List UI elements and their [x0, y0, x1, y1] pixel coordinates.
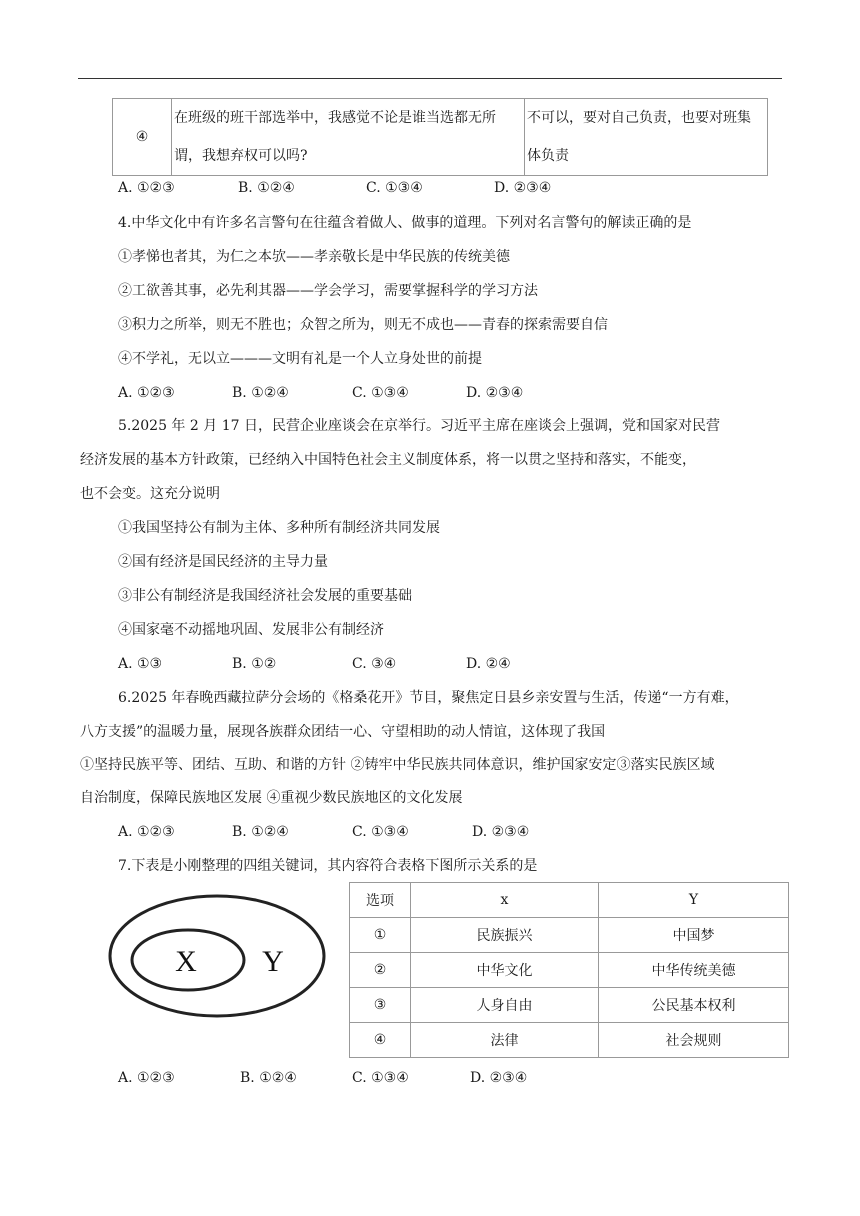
- q6-stem-line-1: 6.2025 年春晚西藏拉萨分会场的《格桑花开》节目，聚焦定日县乡亲安置与生活，传递“一方有难，: [118, 690, 739, 706]
- q7-table: [349, 882, 789, 1058]
- table-cell: ④: [350, 1023, 411, 1058]
- q4-option-c: C. ①③④: [352, 385, 409, 401]
- table-row: [350, 1023, 789, 1058]
- q6-option-c: C. ①③④: [352, 824, 409, 840]
- q3-option-b: B. ①②④: [238, 180, 295, 196]
- q4-option-a: A. ①②③: [118, 385, 175, 401]
- q6-stem-line-2: 八方支援”的温暖力量，展现各族群众团结一心、守望相助的动人情谊，这体现了我国: [80, 724, 606, 740]
- q3-option-c: C. ①③④: [366, 180, 423, 196]
- question-cell: 在班级的班干部选举中，我感觉不论是谁当选都无所 谓，我想弃权可以吗?: [172, 99, 525, 176]
- header-cell: Y: [599, 883, 789, 918]
- q7-option-c: C. ①③④: [352, 1070, 409, 1086]
- q6-option-b: B. ①②④: [232, 824, 289, 840]
- q7-option-b: B. ①②④: [240, 1070, 297, 1086]
- table-row: [350, 988, 789, 1023]
- table-cell: 法律: [411, 1023, 599, 1058]
- q6-stem-line-3: ①坚持民族平等、团结、互助、和谐的方针 ②铸牢中华民族共同体意识，维护国家安定③落实民族区域: [80, 757, 715, 773]
- q5-item-3: ③非公有制经济是我国经济社会发展的重要基础: [118, 588, 412, 604]
- q4-item-4: ④不学礼，无以立———文明有礼是一个人立身处世的前提: [118, 351, 482, 367]
- q4-item-2: ②工欲善其事，必先利其器——学会学习，需要掌握科学的学习方法: [118, 283, 538, 299]
- q6-option-d: D. ②③④: [472, 824, 530, 840]
- venn-diagram: [106, 892, 328, 1020]
- q5-option-d: D. ②④: [466, 656, 511, 672]
- q3-option-a: A. ①②③: [118, 180, 175, 196]
- q4-stem: 4.中华文化中有许多名言警句在往蕴含着做人、做事的道理。下列对名言警句的解读正确的是: [118, 215, 692, 231]
- q7-stem: 7.下表是小刚整理的四组关键词，其内容符合表格下图所示关系的是: [118, 858, 538, 874]
- table-row: [113, 99, 768, 176]
- q3-option-d: D. ②③④: [494, 180, 552, 196]
- row-number: ④: [113, 99, 172, 176]
- table-cell: 中华传统美德: [599, 953, 789, 988]
- q5-item-2: ②国有经济是国民经济的主导力量: [118, 554, 328, 570]
- table-cell: ②: [350, 953, 411, 988]
- venn-inner-label: X: [175, 945, 197, 978]
- header-rule: [78, 78, 782, 79]
- q4-option-d: D. ②③④: [466, 385, 524, 401]
- table-cell: 中华文化: [411, 953, 599, 988]
- table-cell: ①: [350, 918, 411, 953]
- q5-stem-line-1: 5.2025 年 2 月 17 日，民营企业座谈会在京举行。习近平主席在座谈会上强调，党和国家对民营: [118, 418, 720, 434]
- table-cell: 民族振兴: [411, 918, 599, 953]
- table-cell: 人身自由: [411, 988, 599, 1023]
- table-header-row: [350, 883, 789, 918]
- q6-option-a: A. ①②③: [118, 824, 175, 840]
- table-cell: 公民基本权利: [599, 988, 789, 1023]
- q5-item-1: ①我国坚持公有制为主体、多种所有制经济共同发展: [118, 520, 440, 536]
- q4-item-3: ③积力之所举，则无不胜也；众智之所为，则无不成也——青春的探索需要自信: [118, 317, 608, 333]
- q4-item-1: ①孝悌也者其，为仁之本欤——孝亲敬长是中华民族的传统美德: [118, 249, 510, 265]
- q7-option-d: D. ②③④: [470, 1070, 528, 1086]
- top-table: [112, 98, 768, 176]
- header-cell: 选项: [350, 883, 411, 918]
- venn-outer-label: Y: [262, 945, 284, 978]
- q5-option-a: A. ①③: [118, 656, 163, 672]
- q5-option-b: B. ①②: [232, 656, 277, 672]
- table-row: [350, 953, 789, 988]
- answer-cell: 不可以，要对自己负责，也要对班集 体负责: [525, 99, 768, 176]
- q6-stem-line-4: 自治制度，保障民族地区发展 ④重视少数民族地区的文化发展: [80, 790, 463, 806]
- q5-stem-line-2: 经济发展的基本方针政策，已经纳入中国特色社会主义制度体系，将一以贯之坚持和落实，不能变，: [80, 452, 696, 468]
- q5-option-c: C. ③④: [352, 656, 397, 672]
- table-cell: 中国梦: [599, 918, 789, 953]
- table-row: [350, 918, 789, 953]
- outer-ellipse: [110, 896, 324, 1016]
- q5-stem-line-3: 也不会变。这充分说明: [80, 486, 220, 502]
- q5-item-4: ④国家毫不动摇地巩固、发展非公有制经济: [118, 622, 384, 638]
- q7-option-a: A. ①②③: [118, 1070, 175, 1086]
- header-cell: x: [411, 883, 599, 918]
- table-cell: ③: [350, 988, 411, 1023]
- table-cell: 社会规则: [599, 1023, 789, 1058]
- q4-option-b: B. ①②④: [232, 385, 289, 401]
